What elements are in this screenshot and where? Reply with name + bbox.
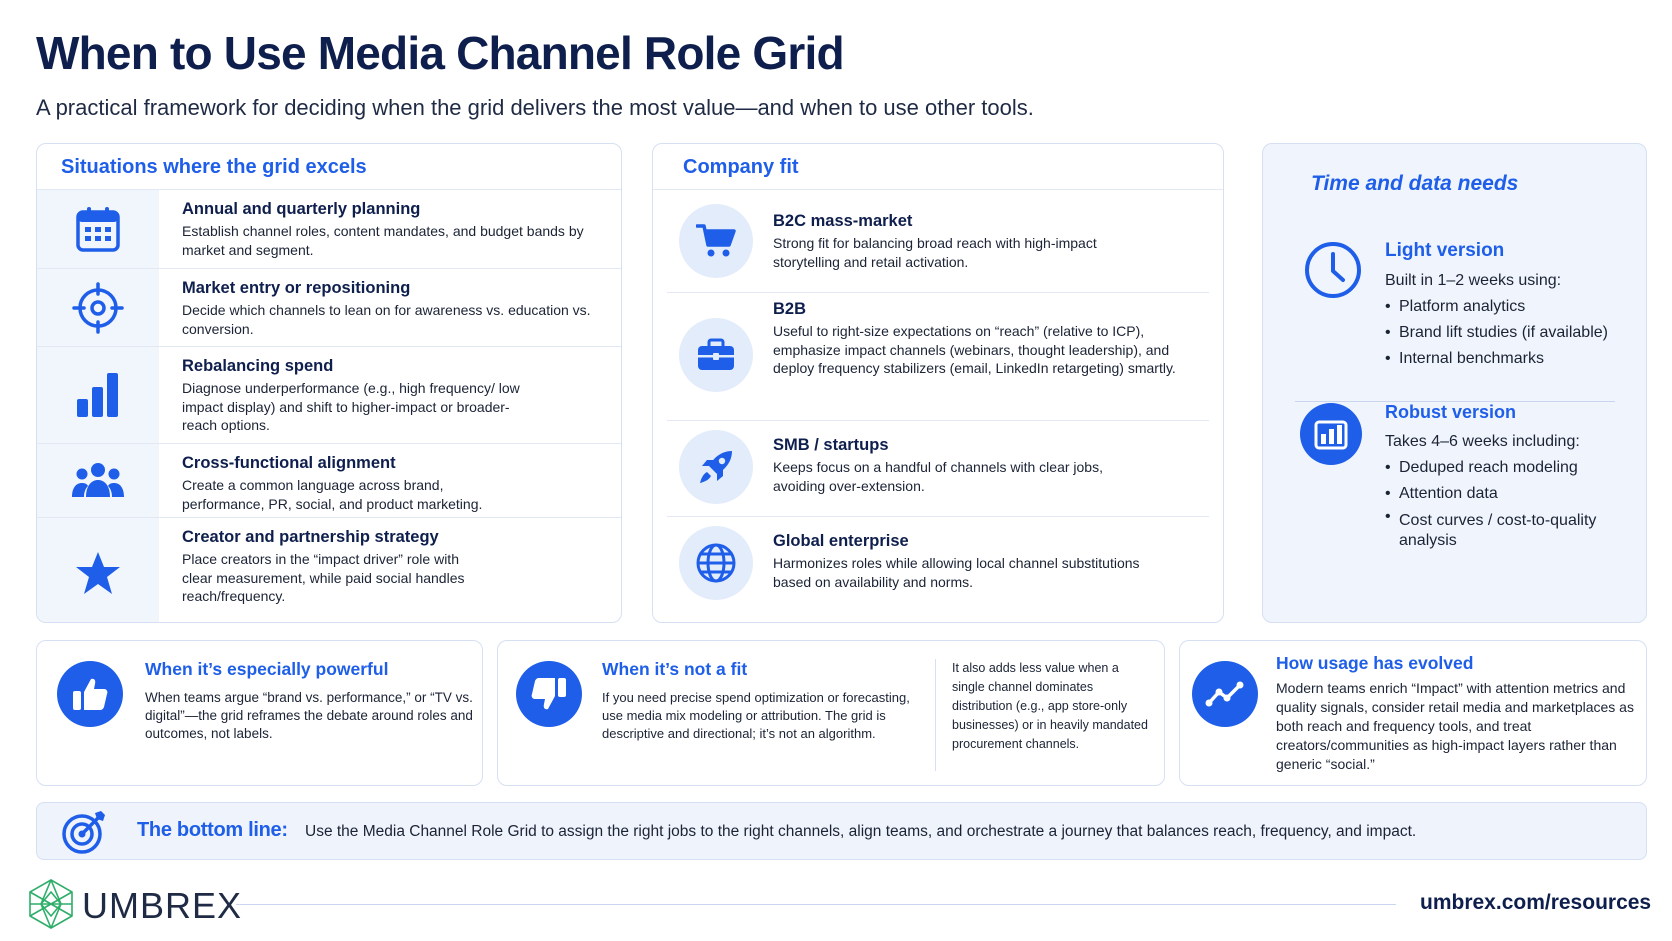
situation-item <box>37 443 621 517</box>
company-desc: Harmonizes roles while allowing local channel substitutions based on availability and norms. <box>773 555 1140 590</box>
page-title: When to Use Media Channel Role Grid <box>36 27 844 79</box>
bar-chart-badge-icon <box>1299 402 1363 466</box>
situation-title: Annual and quarterly planning <box>182 200 421 218</box>
globe-icon <box>695 542 737 584</box>
bar-chart-icon <box>75 371 121 419</box>
page-subtitle: A practical framework for deciding when the grid delivers the most value—and when to use other tools. <box>36 95 1034 120</box>
situation-desc: Create a common language across brand, performance, PR, social, and product marketing. <box>182 477 483 512</box>
people-icon <box>71 461 125 501</box>
footer-url-link[interactable]: umbrex.com/resources <box>1420 891 1652 914</box>
company-item <box>667 294 1209 418</box>
situation-item <box>37 190 621 268</box>
bullseye-arrow-icon <box>61 809 107 855</box>
list-item: • Platform analytics <box>1385 294 1635 320</box>
company-fit-card <box>652 143 1224 623</box>
calendar-icon <box>74 204 122 254</box>
company-title: SMB / startups <box>773 436 889 454</box>
situation-desc: Establish channel roles, content mandates, and budget bands by market and segment. <box>182 223 584 258</box>
list-item: • Cost curves / cost-to-quality analysis <box>1385 507 1599 551</box>
company-desc: Useful to right-size expectations on “reach” (relative to ICP), emphasize impact channels (webinars, thought leadership), and deploy frequency stabilizers (email, LinkedIn retargeting) smartly. <box>773 323 1176 376</box>
evolved-title: How usage has evolved <box>1276 653 1474 673</box>
company-title: Global enterprise <box>773 532 909 550</box>
company-item <box>667 518 1209 618</box>
powerful-desc: When teams argue “brand vs. performance,” or “TV vs. digital”—the grid reframes the debate around roles and outcomes, not labels. <box>145 690 473 741</box>
time-data-heading: Time and data needs <box>1311 172 1519 195</box>
list-item: • Deduped reach modeling <box>1385 455 1635 481</box>
company-desc: Keeps focus on a handful of channels with clear jobs, avoiding over-extension. <box>773 459 1103 494</box>
list-item: • Brand lift studies (if available) <box>1385 320 1635 346</box>
trend-line-icon <box>1205 679 1245 709</box>
powerful-title: When it’s especially powerful <box>145 659 389 679</box>
shopping-cart-icon <box>696 223 736 259</box>
briefcase-icon <box>696 338 736 372</box>
situation-item <box>37 268 621 346</box>
clock-icon <box>1303 240 1363 300</box>
powerful-card <box>36 640 483 786</box>
thumbs-down-icon <box>530 676 568 712</box>
situations-heading: Situations where the grid excels <box>37 144 621 190</box>
bottom-line-text: Use the Media Channel Role Grid to assign the right jobs to the right channels, align teams, and orchestrate a journey that balances reach, frequency, and impact. <box>305 823 1417 840</box>
not-fit-desc: If you need precise spend optimization or forecasting, use media mix modeling or attribution. The grid is descriptive and directional; it’s not an algorithm. <box>602 690 910 741</box>
not-fit-title: When it’s not a fit <box>602 659 748 679</box>
company-item <box>667 192 1209 290</box>
bottom-line-banner <box>36 802 1647 860</box>
situation-title: Cross-functional alignment <box>182 454 396 472</box>
situation-desc: Decide which channels to lean on for awareness vs. education vs. conversion. <box>182 302 591 337</box>
footer-divider <box>236 904 1396 905</box>
rocket-icon <box>696 447 736 487</box>
situations-card <box>36 143 622 623</box>
company-title: B2C mass-market <box>773 212 913 230</box>
footer-logo-text: UMBREX <box>82 885 243 926</box>
evolved-desc: Modern teams enrich “Impact” with attention metrics and quality signals, consider retail media and marketplaces as both reach and frequency tools, and treat creators/communities as high-impact layers rather than generic “social.” <box>1276 680 1634 772</box>
situation-item <box>37 517 621 623</box>
bottom-line-label: The bottom line: <box>137 819 288 841</box>
time-data-card <box>1262 143 1647 623</box>
light-version-list <box>1385 294 1635 372</box>
robust-version-title: Robust version <box>1385 402 1517 422</box>
company-desc: Strong fit for balancing broad reach with high-impact storytelling and retail activation. <box>773 235 1097 270</box>
situation-title: Rebalancing spend <box>182 357 334 375</box>
light-version-desc: Built in 1–2 weeks using: <box>1385 272 1562 289</box>
company-item <box>667 422 1209 514</box>
star-icon <box>74 550 122 596</box>
list-item: • Attention data <box>1385 481 1635 507</box>
thumbs-up-icon <box>71 676 109 712</box>
robust-version-desc: Takes 4–6 weeks including: <box>1385 433 1580 450</box>
company-fit-heading: Company fit <box>653 144 1223 190</box>
situation-desc: Diagnose underperformance (e.g., high frequency/ low impact display) and shift to higher-impact or broader-reach options. <box>182 380 520 433</box>
light-version-title: Light version <box>1385 240 1505 261</box>
not-fit-aside: It also adds less value when a single channel dominates distribution (e.g., app store-only businesses) or in heavily mandated procurement channels. <box>952 661 1148 751</box>
situation-title: Creator and partnership strategy <box>182 528 439 546</box>
situation-title: Market entry or repositioning <box>182 279 411 297</box>
umbrex-logo-icon <box>26 878 76 930</box>
situation-item <box>37 346 621 443</box>
evolved-card <box>1179 640 1647 786</box>
target-crosshair-icon <box>72 282 124 334</box>
robust-version-list <box>1385 455 1635 551</box>
divider <box>935 659 936 771</box>
situation-desc: Place creators in the “impact driver” role with clear measurement, while paid social handles reach/frequency. <box>182 551 465 604</box>
not-fit-card <box>497 640 1165 786</box>
company-title: B2B <box>773 300 807 318</box>
list-item: • Internal benchmarks <box>1385 346 1635 372</box>
